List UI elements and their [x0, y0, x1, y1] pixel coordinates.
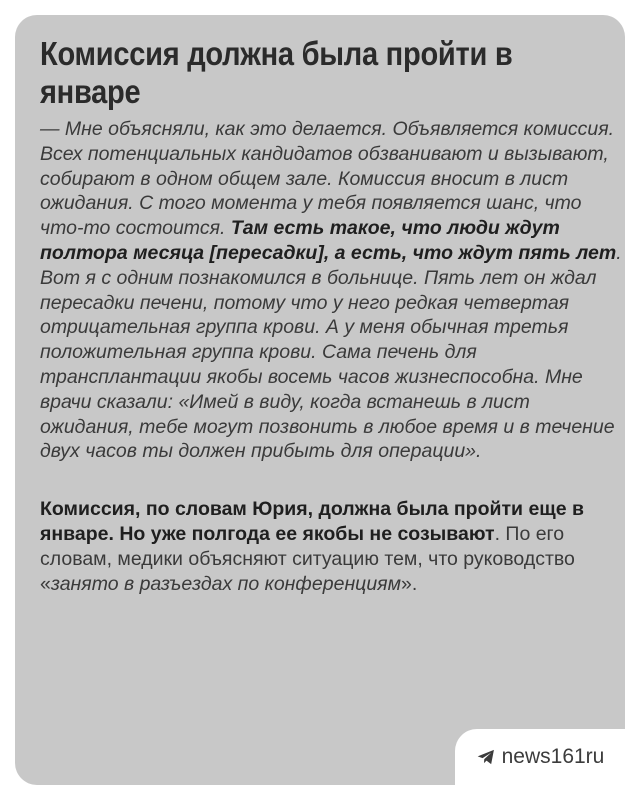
body-text-end: ».: [400, 572, 418, 595]
quote-bold-text: Там есть такое, что люди ждут полтора месяца [пересадки], а есть, что ждут пять лет: [40, 217, 617, 264]
headline: Комиссия должна была пройти в январе: [40, 35, 513, 110]
body-text: . По его словам, медики объясняют ситуацию тем, что руководство «: [40, 522, 575, 595]
body-paragraph: [40, 497, 625, 596]
body-italic-text: занято в разъездах по конференциям: [50, 572, 401, 595]
source-name: news161ru: [501, 745, 605, 768]
article-card: [15, 15, 625, 785]
source-badge[interactable]: [455, 729, 625, 785]
quote-paragraph: [40, 117, 625, 464]
quote-text-end: . Вот я с одним познакомился в больнице. Пять лет он ждал пересадки печени, потому что у него редкая четвертая отрицательная группа крови. А у меня обычная третья положительная группа крови. Сама печень для трансплантации якобы восемь часов жизнеспособна. Мне врачи сказали: «Имей в виду, когда встанешь в лист ожидания, тебе могут позвонить в любое время и в течение двух часов ты должен прибыть для операции».: [40, 241, 622, 463]
quote-text-start: — Мне объясняли, как это делается. Объявляется комиссия. Всех потенциальных кандидатов обзванивают и вызывают, собирают в одном общем зале. Комиссия вносит в лист ожидания. С того момента у тебя появляется шанс, что что-то состоится.: [40, 118, 615, 240]
telegram-icon: [476, 747, 496, 767]
body-bold-text: Комиссия, по словам Юрия, должна была пройти еще в январе. Но уже полгода ее якобы не созывают: [40, 498, 584, 545]
